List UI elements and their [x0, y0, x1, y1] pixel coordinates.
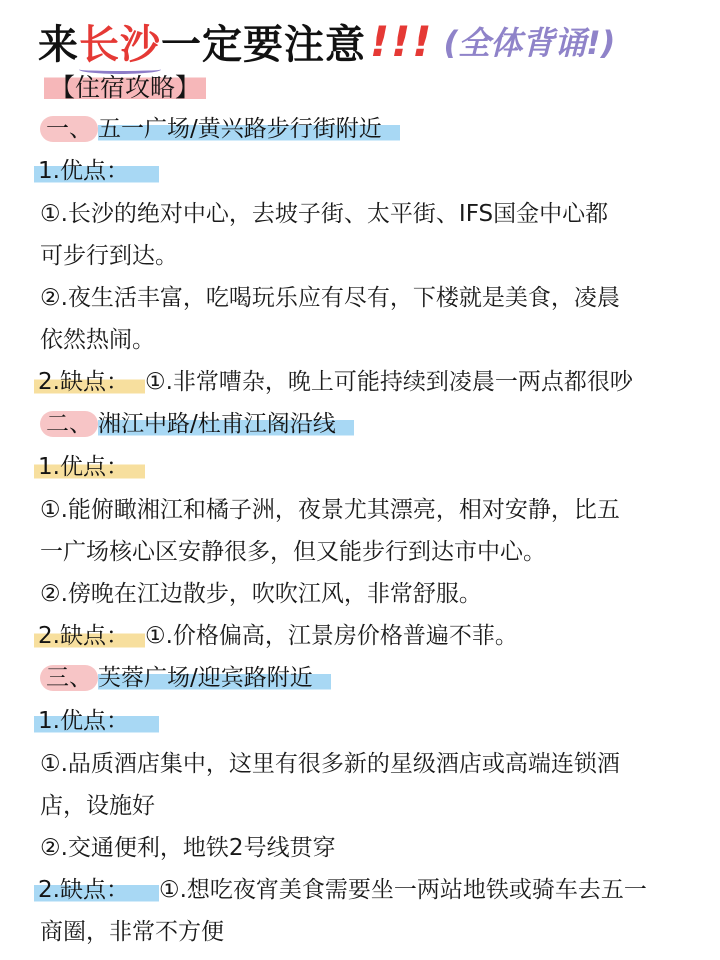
section-number: 二、	[40, 411, 98, 437]
body-line: ②.傍晚在江边散步，吹吹江风，非常舒服。	[40, 581, 482, 607]
body-line: ②.交通便利，地铁2号线贯穿	[40, 835, 336, 861]
body-line: 一广场核心区安静很多，但又能步行到达市中心。	[40, 539, 546, 565]
section-name: 五一广场/黄兴路步行街附近	[98, 116, 400, 142]
pros-label: 1.优点：	[40, 705, 159, 737]
body-line: ①.品质酒店集中，这里有很多新的星级酒店或高端连锁酒	[40, 751, 620, 777]
cons-text: ①.价格偏高，江景房价格普遍不菲。	[144, 623, 518, 649]
body-line: ①.长沙的绝对中心，去坡子街、太平街、IFS国金中心都	[40, 201, 609, 227]
body-line: 店，设施好	[40, 793, 155, 819]
title-exclaim: !!!	[370, 16, 434, 66]
title	[38, 6, 615, 76]
section-number: 三、	[40, 665, 98, 691]
title-part2: 一定要注意	[161, 21, 366, 68]
cons-line	[40, 874, 647, 906]
section-heading-3	[40, 662, 331, 694]
body-line: 可步行到达。	[40, 243, 178, 269]
section-number: 一、	[40, 116, 98, 142]
pros-label: 1.优点：	[40, 451, 145, 483]
cons-label: 2.缺点：	[34, 877, 159, 903]
section-name: 芙蓉广场/迎宾路附近	[98, 665, 331, 691]
header-tag: 【住宿攻略】	[44, 72, 206, 104]
cons-line	[40, 620, 518, 652]
cons-line	[40, 366, 633, 398]
title-subtitle: (全体背诵!)	[443, 24, 616, 62]
cons-text-cont: 商圈，非常不方便	[40, 919, 224, 945]
body-line: 依然热闹。	[40, 327, 155, 353]
cons-label: 2.缺点：	[34, 623, 145, 649]
cons-text: ①.想吃夜宵美食需要坐一两站地铁或骑车去五一	[158, 877, 647, 903]
pros-label: 1.优点：	[40, 155, 159, 187]
title-part1: 来	[38, 21, 79, 68]
cons-label: 2.缺点：	[34, 369, 145, 395]
section-name: 湘江中路/杜甫江阁沿线	[98, 411, 354, 437]
section-heading-1	[40, 113, 400, 145]
body-line: ①.能俯瞰湘江和橘子洲，夜景尤其漂亮，相对安静，比五	[40, 497, 620, 523]
body-line: ②.夜生活丰富，吃喝玩乐应有尽有，下楼就是美食，凌晨	[40, 285, 620, 311]
title-city: 长沙	[79, 13, 161, 70]
cons-text: ①.非常嘈杂，晚上可能持续到凌晨一两点都很吵	[144, 369, 633, 395]
section-heading-2	[40, 408, 354, 440]
